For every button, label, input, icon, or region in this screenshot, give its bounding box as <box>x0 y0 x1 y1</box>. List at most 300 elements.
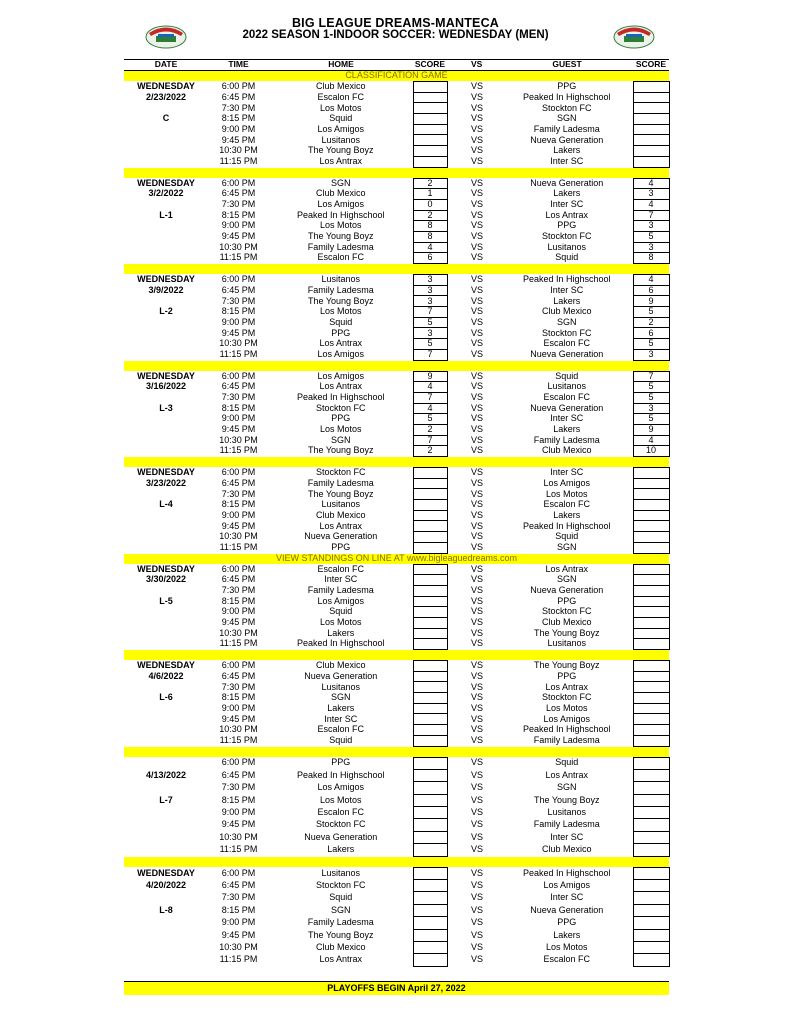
game-time: 8:15 PM <box>221 113 256 124</box>
game-time: 6:00 PM <box>221 371 256 381</box>
vs-label: VS <box>471 807 484 818</box>
table-row <box>124 414 669 425</box>
table-row <box>124 693 669 704</box>
home-score <box>413 82 447 93</box>
guest-team: PPG <box>557 671 577 681</box>
week-day: WEDNESDAY <box>137 371 195 381</box>
game-time: 10:30 PM <box>219 145 258 156</box>
vs-label: VS <box>471 274 484 285</box>
home-team: Family Ladesma <box>307 585 374 596</box>
home-score <box>413 714 447 725</box>
week-date: 3/9/2022 <box>148 285 184 295</box>
home-score <box>413 596 447 607</box>
game-time: 8:15 PM <box>221 210 256 220</box>
week-date: 3/30/2022 <box>145 574 187 585</box>
home-team: Los Antrax <box>319 520 363 531</box>
vs-label: VS <box>471 327 484 338</box>
week-separator <box>124 650 669 661</box>
guest-team: Los Amigos <box>543 880 591 890</box>
guest-score <box>633 941 669 953</box>
guest-team: Club Mexico <box>541 445 592 456</box>
table-row <box>124 253 669 264</box>
home-score: 5 <box>413 414 447 425</box>
guest-score <box>633 867 669 879</box>
table-row <box>124 296 669 307</box>
col-guest: GUEST <box>552 59 582 70</box>
vs-label: VS <box>471 156 484 166</box>
week-separator <box>124 856 669 867</box>
table-row <box>124 478 669 489</box>
table-row <box>124 769 669 781</box>
vs-label: VS <box>471 413 484 424</box>
home-team: Nueva Generation <box>304 831 378 842</box>
home-score <box>413 941 447 953</box>
classification-banner <box>124 71 669 82</box>
vs-label: VS <box>471 231 484 242</box>
guest-score <box>633 628 669 639</box>
week-date: 2/23/2022 <box>145 92 187 102</box>
table-row <box>124 339 669 350</box>
table-row <box>124 210 669 221</box>
game-time: 9:00 PM <box>221 220 256 231</box>
game-time: 6:00 PM <box>221 81 256 92</box>
table-row <box>124 231 669 242</box>
home-team: Escalon FC <box>317 92 365 102</box>
home-score <box>413 146 447 157</box>
table-row <box>124 819 669 831</box>
guest-score <box>633 807 669 819</box>
home-score: 4 <box>413 382 447 393</box>
guest-score <box>633 532 669 543</box>
vs-label: VS <box>471 371 484 381</box>
home-team: Los Motos <box>319 617 362 628</box>
game-time: 8:15 PM <box>221 904 256 915</box>
game-time: 7:30 PM <box>221 892 256 903</box>
game-time: 6:45 PM <box>221 285 256 295</box>
game-time: 11:15 PM <box>219 252 258 263</box>
guest-team: Nueva Generation <box>530 904 604 915</box>
game-time: 9:45 PM <box>221 520 256 531</box>
table-row <box>124 703 669 714</box>
home-team: Escalon FC <box>317 724 365 735</box>
vs-label: VS <box>471 917 484 928</box>
guest-score <box>633 617 669 628</box>
vs-label: VS <box>471 941 484 952</box>
home-score: 8 <box>413 231 447 242</box>
home-score <box>413 478 447 489</box>
guest-team: Family Ladesma <box>533 735 600 745</box>
guest-team: Lusitanos <box>547 638 587 649</box>
table-row <box>124 510 669 521</box>
week-day: WEDNESDAY <box>137 660 195 671</box>
home-score <box>413 500 447 511</box>
guest-team: Lakers <box>553 145 581 156</box>
home-team: Inter SC <box>324 713 358 724</box>
table-row <box>124 92 669 103</box>
vs-label: VS <box>471 892 484 903</box>
guest-team: Stockton FC <box>541 231 592 242</box>
week-code: L-5 <box>159 596 173 606</box>
home-score: 9 <box>413 371 447 382</box>
guest-team: Stockton FC <box>541 692 592 703</box>
guest-score <box>633 146 669 157</box>
table-row <box>124 735 669 746</box>
guest-team: PPG <box>557 596 577 606</box>
week-separator <box>124 360 669 371</box>
playoffs-text: PLAYOFFS BEGIN April 27, 2022 <box>124 981 669 995</box>
guest-score <box>633 124 669 135</box>
table-header-row <box>124 60 669 71</box>
game-time: 10:30 PM <box>219 724 258 735</box>
home-score <box>413 693 447 704</box>
guest-score <box>633 585 669 596</box>
guest-team: Los Amigos <box>543 478 591 488</box>
home-team: Squid <box>329 735 353 745</box>
table-row <box>124 682 669 693</box>
home-score: 8 <box>413 221 447 232</box>
guest-team: Lusitanos <box>547 807 587 818</box>
guest-score <box>633 114 669 125</box>
game-time: 11:15 PM <box>219 542 258 552</box>
table-row <box>124 844 669 856</box>
home-team: The Young Boyz <box>307 929 374 940</box>
table-row <box>124 403 669 414</box>
guest-score: 5 <box>633 392 669 403</box>
game-time: 7:30 PM <box>221 488 256 499</box>
guest-team: Lakers <box>553 929 581 940</box>
home-score <box>413 917 447 929</box>
home-team: Squid <box>329 892 353 903</box>
guest-score <box>633 564 669 575</box>
game-time: 10:30 PM <box>219 628 258 638</box>
guest-team: Los Antrax <box>545 210 589 220</box>
game-time: 8:15 PM <box>221 306 256 317</box>
guest-score <box>633 819 669 831</box>
home-team: Squid <box>329 606 353 617</box>
guest-team: Nueva Generation <box>530 349 604 359</box>
col-time: TIME <box>228 59 249 70</box>
home-score <box>413 782 447 794</box>
home-score: 7 <box>413 392 447 403</box>
standings-banner-text: VIEW STANDINGS ON LINE AT www.bigleaguedreams.com <box>124 553 669 564</box>
vs-label: VS <box>471 757 484 768</box>
week-date: 4/13/2022 <box>145 769 187 780</box>
week-day: WEDNESDAY <box>137 467 195 478</box>
col-vs: VS <box>471 59 483 70</box>
home-score <box>413 831 447 843</box>
guest-team: Nueva Generation <box>530 585 604 596</box>
big-league-dreams-logo-left <box>144 24 188 50</box>
guest-score <box>633 917 669 929</box>
home-score: 0 <box>413 199 447 210</box>
vs-label: VS <box>471 692 484 703</box>
game-time: 6:45 PM <box>221 880 256 890</box>
home-score: 2 <box>413 210 447 221</box>
home-team: The Young Boyz <box>307 145 374 156</box>
standings-banner <box>124 553 669 564</box>
game-time: 11:15 PM <box>219 156 258 166</box>
home-score: 1 <box>413 189 447 200</box>
vs-label: VS <box>471 819 484 830</box>
table-row <box>124 917 669 929</box>
home-team: Lakers <box>327 844 355 855</box>
game-time: 9:00 PM <box>221 917 256 928</box>
game-time: 9:00 PM <box>221 510 256 520</box>
home-score <box>413 135 447 146</box>
guest-score: 8 <box>633 253 669 264</box>
home-team: SGN <box>330 904 351 915</box>
vs-label: VS <box>471 794 484 805</box>
home-team: Los Amigos <box>317 199 365 210</box>
table-row <box>124 285 669 296</box>
guest-team: Stockton FC <box>541 102 592 113</box>
guest-score: 7 <box>633 210 669 221</box>
table-row <box>124 114 669 125</box>
game-time: 10:30 PM <box>219 941 258 952</box>
col-guest-score: SCORE <box>635 59 667 70</box>
home-score: 6 <box>413 253 447 264</box>
vs-label: VS <box>471 424 484 435</box>
guest-team: PPG <box>557 81 577 92</box>
table-row <box>124 489 669 500</box>
week-day: WEDNESDAY <box>137 564 195 574</box>
home-score <box>413 807 447 819</box>
guest-team: Los Antrax <box>545 769 589 780</box>
week-day: WEDNESDAY <box>137 178 195 188</box>
guest-score <box>633 693 669 704</box>
home-team: Squid <box>329 113 353 124</box>
game-time: 8:15 PM <box>221 794 256 805</box>
guest-team: Peaked In Highschool <box>522 724 611 735</box>
guest-team: Escalon FC <box>543 338 591 349</box>
home-team: Los Motos <box>319 424 362 435</box>
table-row <box>124 831 669 843</box>
home-score <box>413 542 447 553</box>
guest-score <box>633 639 669 650</box>
game-time: 6:45 PM <box>221 381 256 392</box>
table-row <box>124 564 669 575</box>
guest-team: Family Ladesma <box>533 435 600 445</box>
home-team: Inter SC <box>324 574 358 585</box>
vs-label: VS <box>471 703 484 713</box>
table-row <box>124 671 669 682</box>
guest-score <box>633 904 669 916</box>
home-team: SGN <box>330 692 351 703</box>
home-score: 2 <box>413 424 447 435</box>
home-score: 3 <box>413 275 447 286</box>
guest-score <box>633 103 669 114</box>
guest-team: Lakers <box>553 188 581 199</box>
home-score <box>413 510 447 521</box>
home-team: Los Amigos <box>317 782 365 793</box>
home-team: PPG <box>331 327 351 338</box>
guest-score: 4 <box>633 275 669 286</box>
guest-score: 4 <box>633 435 669 446</box>
home-score <box>413 628 447 639</box>
game-time: 7:30 PM <box>221 199 256 210</box>
guest-score <box>633 880 669 892</box>
home-score <box>413 156 447 167</box>
guest-team: Los Amigos <box>543 713 591 724</box>
guest-score: 10 <box>633 446 669 457</box>
guest-score <box>633 714 669 725</box>
game-time: 7:30 PM <box>221 102 256 113</box>
vs-label: VS <box>471 306 484 317</box>
home-score <box>413 794 447 806</box>
week-code: L-6 <box>159 692 173 703</box>
home-team: Los Amigos <box>317 596 365 606</box>
table-row <box>124 156 669 167</box>
week-day: WEDNESDAY <box>137 81 195 92</box>
week-date: 4/6/2022 <box>148 671 184 681</box>
week-code: L-3 <box>159 403 173 413</box>
home-score: 7 <box>413 435 447 446</box>
guest-score <box>633 596 669 607</box>
home-score <box>413 617 447 628</box>
vs-label: VS <box>471 929 484 940</box>
guest-score <box>633 831 669 843</box>
guest-team: Lusitanos <box>547 242 587 252</box>
home-score <box>413 725 447 736</box>
home-team: Los Antrax <box>319 338 363 349</box>
game-time: 8:15 PM <box>221 403 256 413</box>
home-team: Stockton FC <box>315 819 366 830</box>
guest-team: SGN <box>556 317 577 327</box>
vs-label: VS <box>471 499 484 510</box>
home-team: Family Ladesma <box>307 917 374 928</box>
guest-team: Los Motos <box>545 703 588 713</box>
vs-label: VS <box>471 681 484 692</box>
week-date: 3/23/2022 <box>145 478 187 488</box>
table-row <box>124 628 669 639</box>
game-time: 9:00 PM <box>221 124 256 134</box>
week-separator <box>124 264 669 275</box>
week-code: L-8 <box>159 904 173 915</box>
table-row <box>124 941 669 953</box>
game-time: 9:45 PM <box>221 617 256 628</box>
guest-team: Peaked In Highschool <box>522 92 611 102</box>
table-row <box>124 468 669 479</box>
game-time: 9:45 PM <box>221 327 256 338</box>
game-time: 9:00 PM <box>221 807 256 818</box>
home-team: Los Motos <box>319 220 362 231</box>
home-team: Family Ladesma <box>307 242 374 252</box>
vs-label: VS <box>471 435 484 445</box>
game-time: 9:45 PM <box>221 819 256 830</box>
home-team: Stockton FC <box>315 403 366 413</box>
guest-score <box>633 521 669 532</box>
table-row <box>124 382 669 393</box>
guest-team: Inter SC <box>550 831 584 842</box>
home-team: The Young Boyz <box>307 295 374 306</box>
home-team: Los Amigos <box>317 124 365 134</box>
home-team: Peaked In Highschool <box>296 638 385 649</box>
guest-score <box>633 489 669 500</box>
game-time: 7:30 PM <box>221 681 256 692</box>
guest-team: Nueva Generation <box>530 178 604 188</box>
guest-team: Peaked In Highschool <box>522 520 611 531</box>
guest-team: Squid <box>555 252 579 263</box>
week-separator <box>124 457 669 468</box>
table-row <box>124 880 669 892</box>
guest-score: 2 <box>633 317 669 328</box>
home-score <box>413 92 447 103</box>
guest-score <box>633 844 669 856</box>
table-row <box>124 929 669 941</box>
home-score: 2 <box>413 446 447 457</box>
vs-label: VS <box>471 188 484 199</box>
vs-label: VS <box>471 317 484 327</box>
game-time: 11:15 PM <box>219 445 258 456</box>
vs-label: VS <box>471 488 484 499</box>
home-team: Los Motos <box>319 794 362 805</box>
guest-score: 3 <box>633 242 669 253</box>
vs-label: VS <box>471 713 484 724</box>
week-separator <box>124 746 669 757</box>
guest-score <box>633 671 669 682</box>
col-home-score: SCORE <box>414 59 446 70</box>
game-time: 6:00 PM <box>221 564 256 574</box>
table-row <box>124 103 669 114</box>
guest-score <box>633 542 669 553</box>
home-team: Family Ladesma <box>307 285 374 295</box>
table-row <box>124 135 669 146</box>
table-row <box>124 424 669 435</box>
home-score <box>413 639 447 650</box>
home-team: PPG <box>331 757 351 768</box>
guest-score <box>633 510 669 521</box>
guest-team: Stockton FC <box>541 606 592 617</box>
game-time: 9:45 PM <box>221 231 256 242</box>
home-score <box>413 703 447 714</box>
guest-team: Escalon FC <box>543 954 591 965</box>
home-team: Lakers <box>327 703 355 713</box>
table-row <box>124 892 669 904</box>
game-time: 10:30 PM <box>219 338 258 349</box>
guest-score <box>633 682 669 693</box>
game-time: 6:45 PM <box>221 769 256 780</box>
home-score: 5 <box>413 317 447 328</box>
home-team: Stockton FC <box>315 880 366 890</box>
home-team: Los Motos <box>319 102 362 113</box>
guest-team: Los Motos <box>545 488 588 499</box>
game-time: 9:45 PM <box>221 929 256 940</box>
guest-score <box>633 500 669 511</box>
guest-score <box>633 575 669 586</box>
vs-label: VS <box>471 660 484 671</box>
home-score <box>413 468 447 479</box>
home-score <box>413 564 447 575</box>
guest-team: Peaked In Highschool <box>522 274 611 285</box>
table-row <box>124 392 669 403</box>
guest-score <box>633 661 669 672</box>
guest-score <box>633 892 669 904</box>
guest-score <box>633 703 669 714</box>
table-row <box>124 617 669 628</box>
home-team: Escalon FC <box>317 564 365 574</box>
vs-label: VS <box>471 769 484 780</box>
guest-team: Lakers <box>553 510 581 520</box>
table-row <box>124 954 669 966</box>
home-score: 4 <box>413 403 447 414</box>
vs-label: VS <box>471 134 484 145</box>
guest-team: PPG <box>557 917 577 928</box>
table-row <box>124 639 669 650</box>
guest-team: Lusitanos <box>547 381 587 392</box>
guest-team: Nueva Generation <box>530 403 604 413</box>
vs-label: VS <box>471 392 484 403</box>
table-row <box>124 82 669 93</box>
